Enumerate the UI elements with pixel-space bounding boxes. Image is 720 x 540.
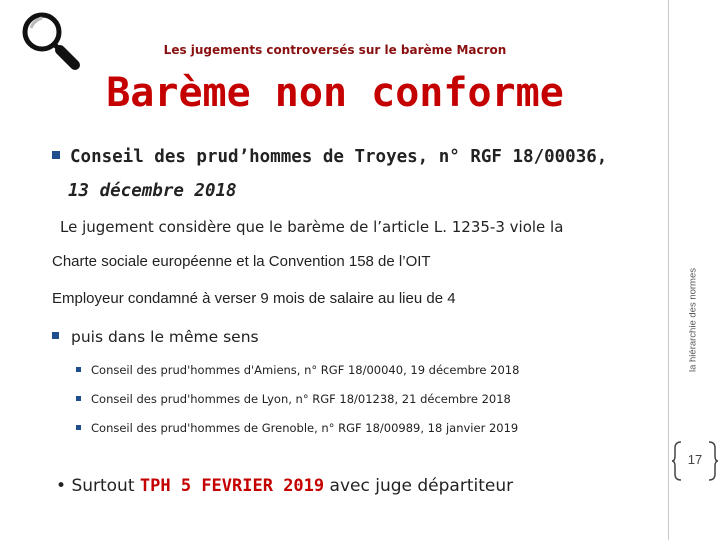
page-number-badge [672,440,718,482]
paragraph-employeur: Employeur condamné à verser 9 mois de salaire au lieu de 4 [52,290,456,307]
surtout-highlight: TPH 5 FEVRIER 2019 [139,476,325,496]
sidebar-divider [668,0,669,540]
bullet-square-icon [76,396,81,401]
bullet-square-icon [52,332,59,339]
paragraph-charte: Charte sociale européenne et la Convention 158 de l’OIT [52,253,431,270]
bullet-troyes-line2: 13 décembre 2018 [68,181,237,201]
bullet-troyes [52,140,662,208]
list-item [76,392,511,406]
list-item [76,363,519,377]
bullet-square-icon [52,151,60,159]
magnifier-icon [18,8,84,74]
bullet-dot-icon: • [56,476,67,496]
bullet-square-icon [76,367,81,372]
slide-title: Barème non conforme [106,70,564,116]
surtout-prefix: Surtout [71,476,135,496]
surtout-suffix: avec juge départiteur [329,476,514,496]
page-number: 17 [687,452,703,467]
list-item-text: Conseil des prud'hommes de Grenoble, n° RGF 18/00989, 18 janvier 2019 [91,421,519,435]
list-item-text: Conseil des prud'hommes de Lyon, n° RGF 18/01238, 21 décembre 2018 [91,392,511,406]
sidebar-section-label: la hiérarchie des normes [687,267,699,373]
bullet-meme-sens [52,328,259,346]
bullet-surtout [56,476,513,496]
bullet-meme-sens-label: puis dans le même sens [71,328,259,346]
slide-subtitle: Les jugements controversés sur le barème Macron [163,43,507,57]
bullet-square-icon [76,425,81,430]
list-item-text: Conseil des prud'hommes d'Amiens, n° RGF 18/00040, 19 décembre 2018 [91,363,520,377]
bullet-troyes-line1: Conseil des prud’hommes de Troyes, n° RGF 18/00036, [70,147,608,167]
list-item [76,421,518,435]
paragraph-jugement: Le jugement considère que le barème de l’article L. 1235-3 viole la [60,218,564,236]
